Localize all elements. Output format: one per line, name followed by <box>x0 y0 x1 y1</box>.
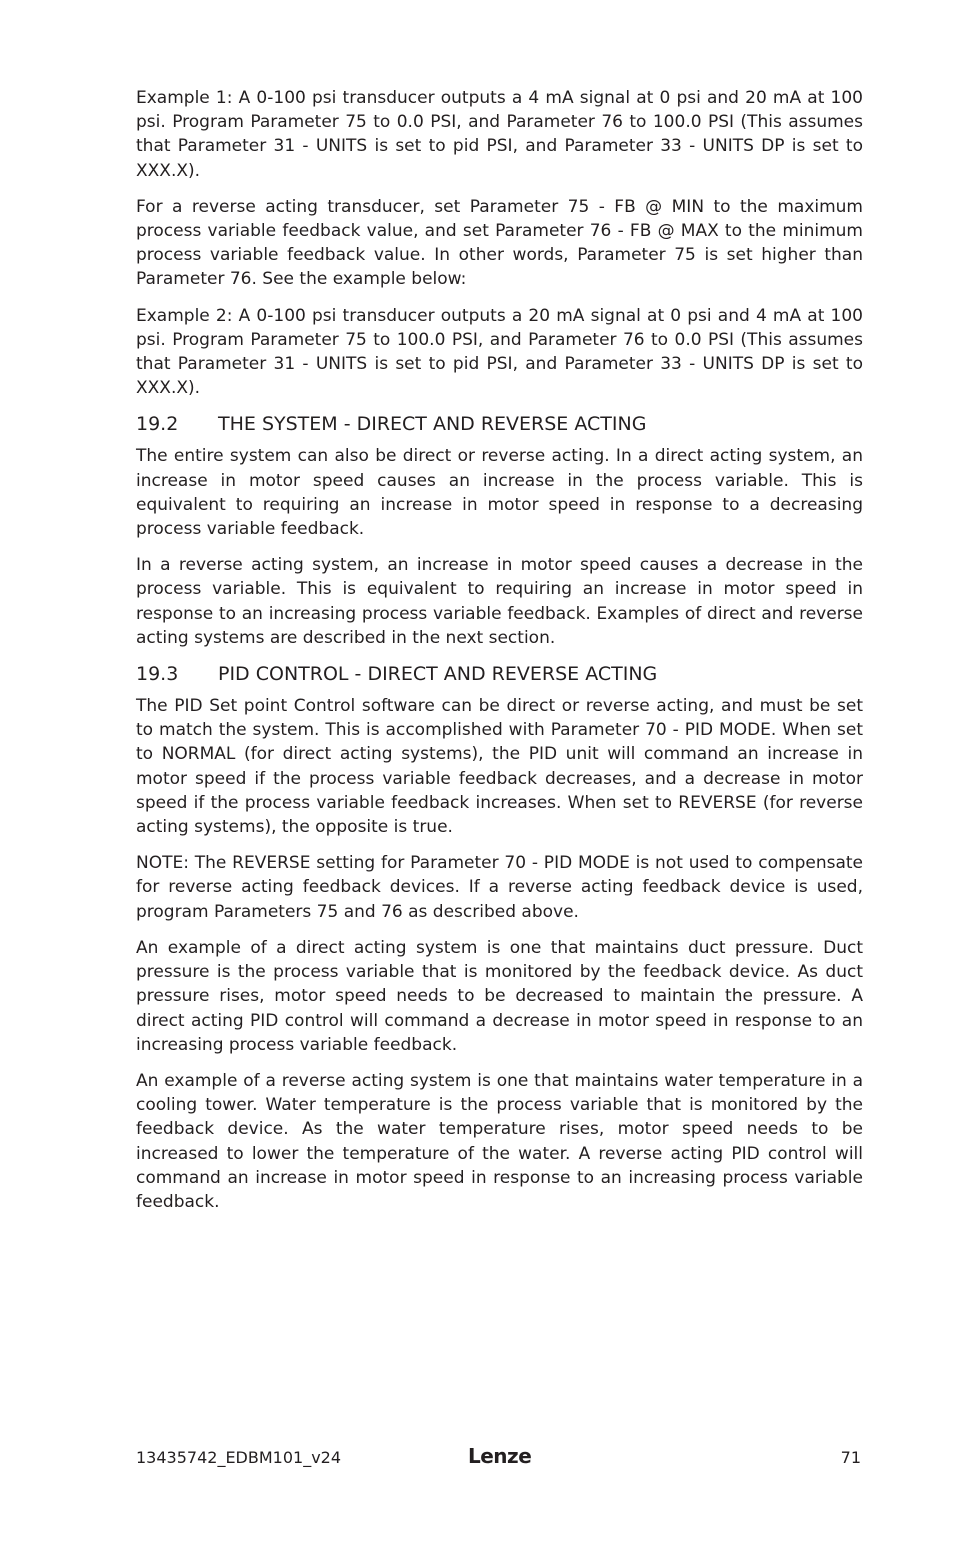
paragraph-example-1: Example 1: A 0-100 psi transducer outputs a 4 mA signal at 0 psi and 20 mA at 100 psi. Program Parameter 75 to 0.0 PSI, and Parameter 76 to 100.0 PSI (This assumes that Parameter 31 - UNITS is set to pid PSI, and Parameter 33 - UNITS DP is set to XXX.X). <box>136 88 863 181</box>
paragraph-reverse-transducer: For a reverse acting transducer, set Parameter 75 - FB @ MIN to the maximum process variable feedback value, and set Parameter 76 - FB @ MAX to the minimum process variable feedback value. In other words, Parameter 75 is set higher than Parameter 76. See the example below: <box>136 196 863 290</box>
lenze-logo: Lenze <box>468 1444 532 1468</box>
paragraph: The entire system can also be direct or reverse acting. In a direct acting system, an increase in motor speed causes an increase in the process variable. This is equivalent to requiring an increase in motor speed in response to a decreasing process variable feedback. <box>136 446 863 540</box>
section-title: THE SYSTEM - DIRECT AND REVERSE ACTING <box>218 413 647 436</box>
section-number: 19.2 <box>136 413 179 436</box>
section-title: PID CONTROL - DIRECT AND REVERSE ACTING <box>218 663 658 686</box>
document-id: 13435742_EDBM101_v24 <box>136 1448 342 1467</box>
paragraph-example-2: Example 2: A 0-100 psi transducer outputs a 20 mA signal at 0 psi and 4 mA at 100 psi. Program Parameter 75 to 100.0 PSI, and Parameter 76 to 0.0 PSI (This assumes that Parameter 31 - UNITS is set to pid PSI, and Parameter 33 - UNITS DP is set to XXX.X). <box>136 305 863 399</box>
paragraph: An example of a reverse acting system is one that maintains water temperature in a cooling tower. Water temperature is the process variable that is monitored by the feedback device. As the water temperature rises, motor speed needs to be increased to lower the temperature of the water. A reverse acting PID control will command an increase in motor speed in response to an increasing process variable feedback. <box>136 1070 863 1212</box>
page-footer <box>136 1446 863 1470</box>
section-heading-19-3 <box>136 662 863 686</box>
section-number: 19.3 <box>136 663 179 686</box>
page-number: 71 <box>840 1448 861 1467</box>
page-content <box>136 86 863 1226</box>
paragraph: An example of a direct acting system is one that maintains duct pressure. Duct pressure is the process variable that is monitored by the feedback device. As duct pressure rises, motor speed needs to be decreased to maintain the pressure. A direct acting PID control will command a decrease in motor speed in response to an increasing process variable feedback. <box>136 937 863 1055</box>
paragraph: The PID Set point Control software can be direct or reverse acting, and must be set to match the system. This is accomplished with Parameter 70 - PID MODE. When set to NORMAL (for direct acting systems), the PID unit will command an increase in motor speed if the process variable feedback decreases, and a decrease in motor speed if the process variable feedback increases. When set to REVERSE (for reverse acting systems), the opposite is true. <box>136 696 863 838</box>
note-paragraph: NOTE: The REVERSE setting for Parameter 70 - PID MODE is not used to compensate for reverse acting feedback devices. If a reverse acting feedback device is used, program Parameters 75 and 76 as described above. <box>136 853 863 922</box>
paragraph: In a reverse acting system, an increase in motor speed causes a decrease in the process variable. This is equivalent to requiring an increase in motor speed in response to an increasing process variable feedback. Examples of direct and reverse acting systems are described in the next section. <box>136 555 863 648</box>
section-heading-19-2 <box>136 412 863 436</box>
